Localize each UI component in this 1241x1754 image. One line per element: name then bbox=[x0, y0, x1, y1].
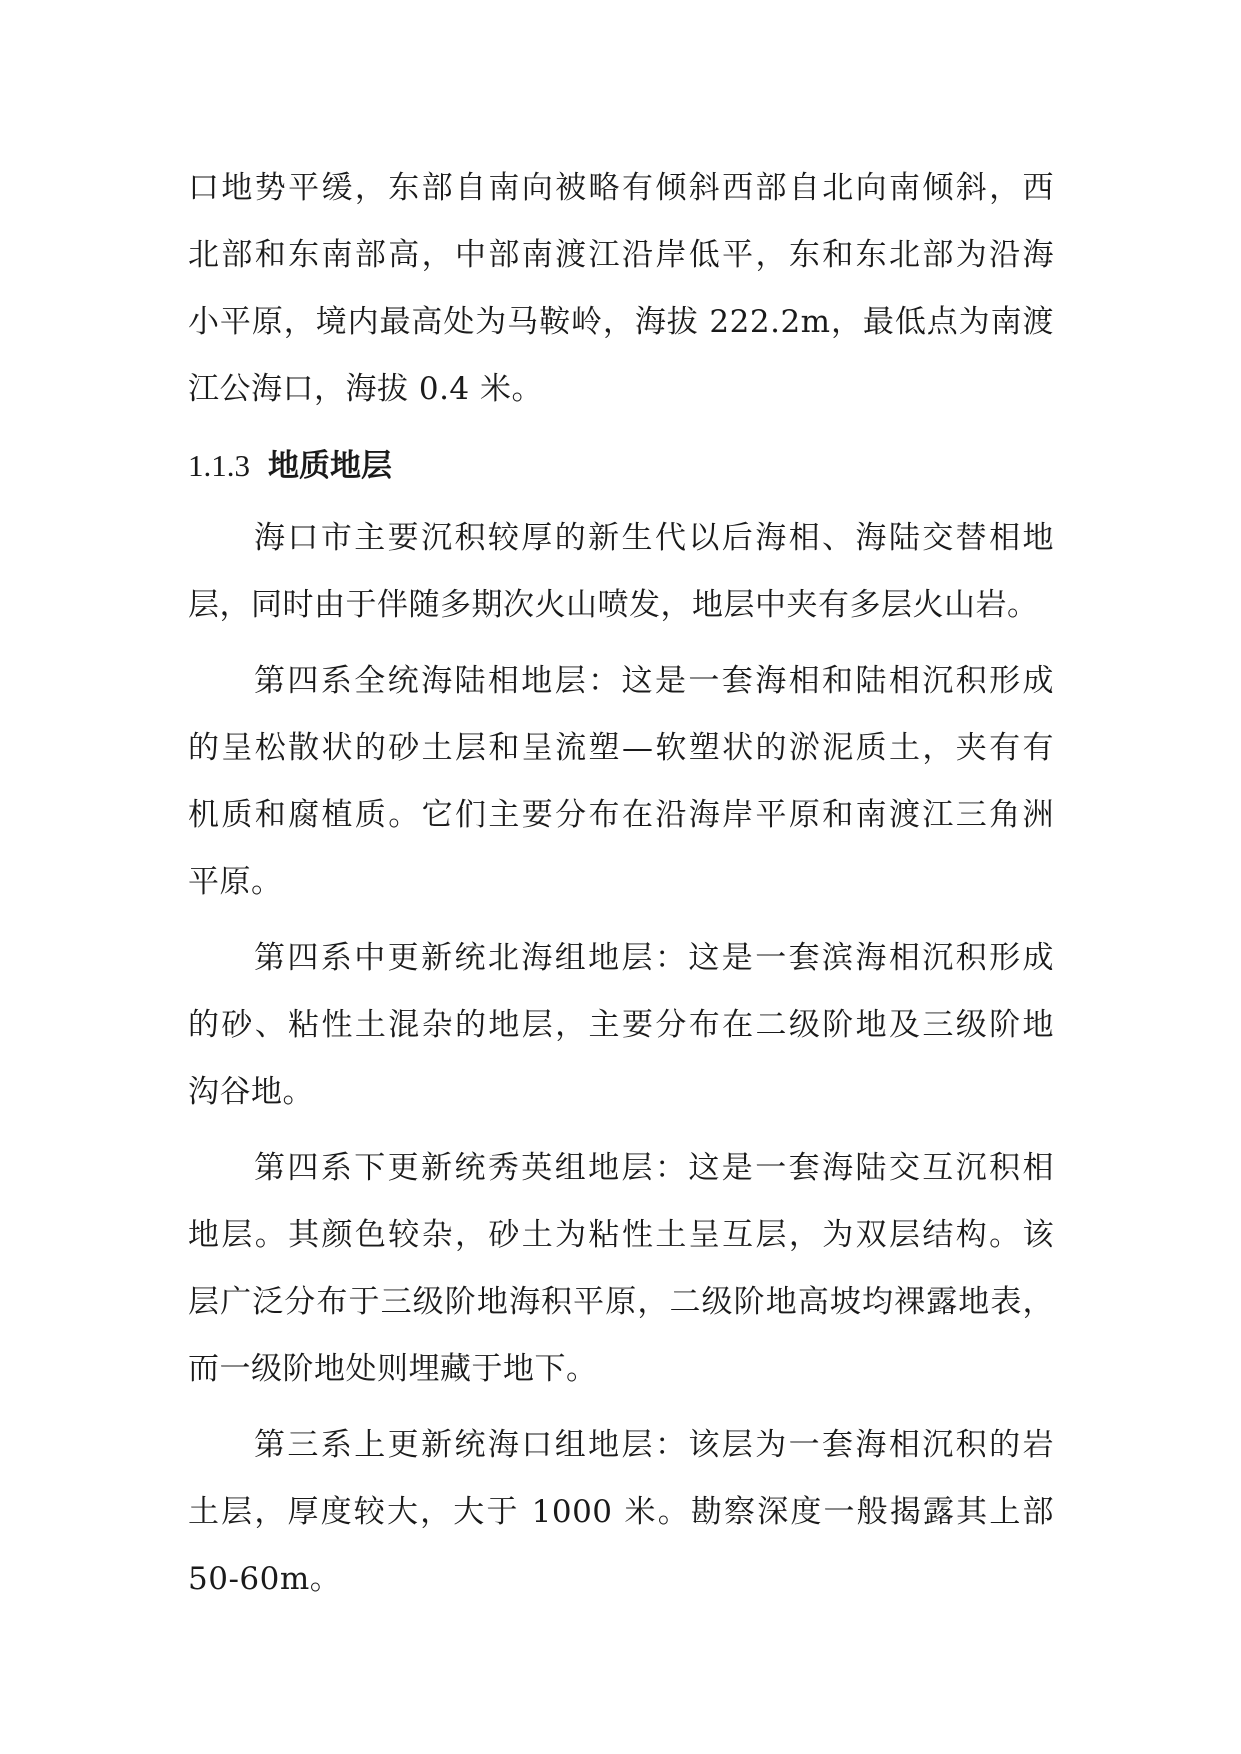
paragraph-haikou-formation bbox=[188, 1412, 1054, 1613]
text-line: 层，同时由于伴随多期次火山喷发，地层中夹有多层火山岩。 bbox=[188, 587, 1039, 623]
section-title: 地质地层 bbox=[268, 448, 392, 484]
text-line: 第四系下更新统秀英组地层：这是一套海陆交互沉积相 bbox=[254, 1150, 1054, 1186]
document-page bbox=[188, 155, 1054, 1622]
text-line: 地层。其颜色较杂，砂土为粘性土呈互层，为双层结构。该 bbox=[188, 1217, 1054, 1253]
section-heading bbox=[188, 432, 1054, 499]
text-line: 而一级阶地处则埋藏于地下。 bbox=[188, 1351, 598, 1387]
text-line: 层广泛分布于三级阶地海积平原，二级阶地高坡均裸露地表， bbox=[188, 1284, 1054, 1320]
text-line: 沟谷地。 bbox=[188, 1074, 314, 1110]
text-line: 小平原，境内最高处为马鞍岭，海拔 222.2m，最低点为南渡 bbox=[188, 304, 1054, 340]
text-line: 江公海口，海拔 0.4 米。 bbox=[188, 371, 544, 407]
section-number: 1.1.3 bbox=[188, 448, 250, 483]
text-line: 第四系全统海陆相地层：这是一套海相和陆相沉积形成 bbox=[254, 663, 1054, 699]
paragraph-xiuying-formation bbox=[188, 1135, 1054, 1403]
paragraph-quaternary-holocene bbox=[188, 648, 1054, 916]
text-line: 口地势平缓，东部自南向被略有倾斜西部自北向南倾斜，西 bbox=[188, 170, 1054, 206]
text-line: 第四系中更新统北海组地层：这是一套滨海相沉积形成 bbox=[254, 940, 1054, 976]
text-line: 机质和腐植质。它们主要分布在沿海岸平原和南渡江三角洲 bbox=[188, 797, 1054, 833]
paragraph-terrain bbox=[188, 155, 1054, 423]
text-line: 50-60m。 bbox=[188, 1561, 342, 1597]
text-line: 第三系上更新统海口组地层：该层为一套海相沉积的岩 bbox=[254, 1427, 1054, 1463]
text-line: 的呈松散状的砂土层和呈流塑—软塑状的淤泥质土，夹有有 bbox=[188, 730, 1054, 766]
paragraph-overview bbox=[188, 505, 1054, 639]
paragraph-beihai-formation bbox=[188, 925, 1054, 1126]
text-line: 土层，厚度较大，大于 1000 米。勘察深度一般揭露其上部 bbox=[188, 1494, 1054, 1530]
text-line: 的砂、粘性土混杂的地层，主要分布在二级阶地及三级阶地 bbox=[188, 1007, 1054, 1043]
text-line: 北部和东南部高，中部南渡江沿岸低平，东和东北部为沿海 bbox=[188, 237, 1054, 273]
text-line: 平原。 bbox=[188, 864, 283, 900]
text-line: 海口市主要沉积较厚的新生代以后海相、海陆交替相地 bbox=[254, 520, 1054, 556]
